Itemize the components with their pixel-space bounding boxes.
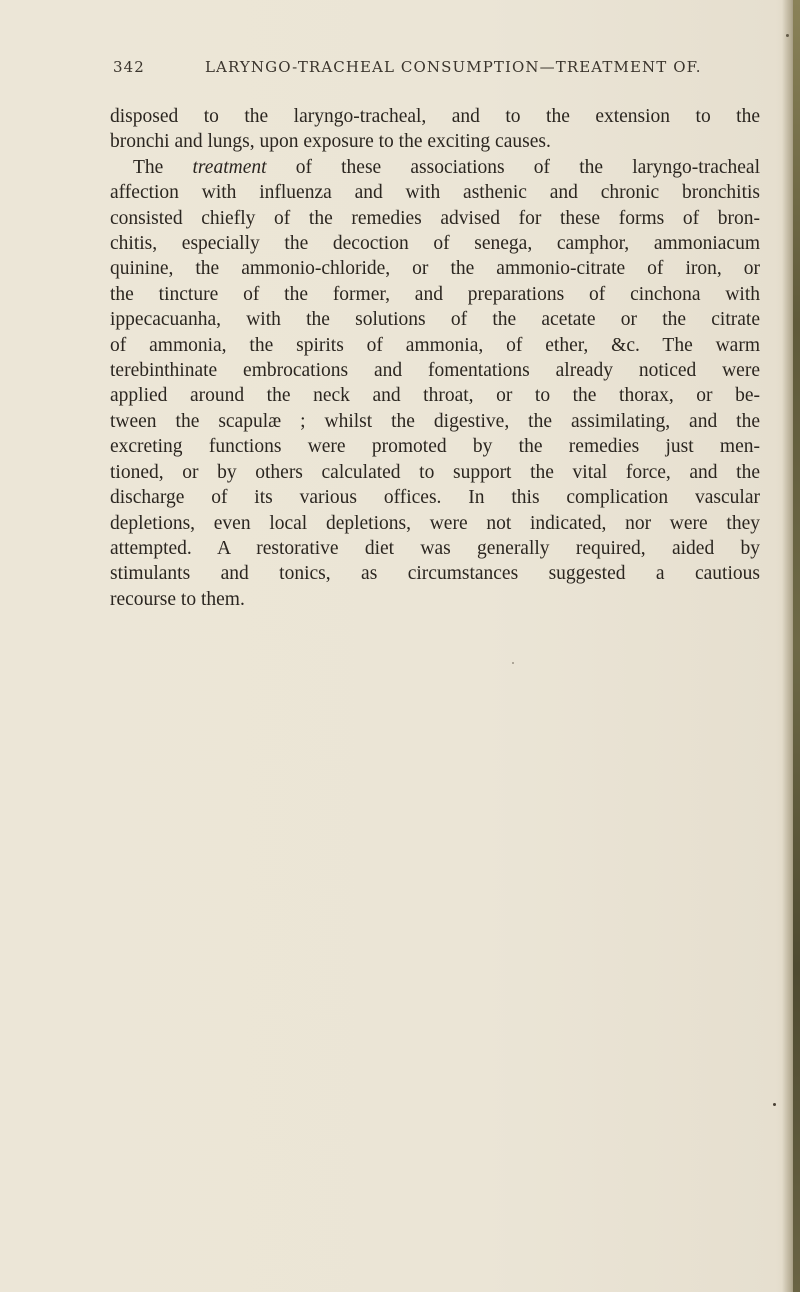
book-edge (793, 0, 800, 1292)
text-line: of ammonia, the spirits of ammonia, of ether, &c. The warm (110, 334, 760, 356)
text-line: affection with influenza and with asthenic and chronic bronchitis (110, 182, 760, 204)
paper-speck (773, 1103, 776, 1106)
text-line: recourse to them. (110, 588, 245, 610)
text-line: chitis, especially the decoction of senega, camphor, ammoniacum (110, 233, 760, 255)
text-line (110, 155, 760, 180)
running-title: LARYNGO-TRACHEAL CONSUMPTION—TREATMENT OF. (205, 58, 702, 76)
running-head (113, 58, 702, 76)
text-line: consisted chiefly of the remedies advised for these forms of bron- (110, 207, 760, 229)
text-line: stimulants and tonics, as circumstances suggested a cautious (110, 563, 760, 585)
text-line: ippecacuanha, with the solutions of the acetate or the citrate (110, 309, 760, 331)
body-paragraph (110, 104, 760, 612)
italic-emphasis: treatment (192, 156, 267, 178)
text-line: tioned, or by others calculated to support the vital force, and the (110, 461, 760, 483)
text-line: excreting functions were promoted by the remedies just men- (110, 436, 760, 458)
text-line: tween the scapulæ ; whilst the digestive, the assimilating, and the (110, 410, 760, 432)
text-line: bronchi and lungs, upon exposure to the exciting causes. (110, 131, 551, 153)
text-line: depletions, even local depletions, were not indicated, nor were they (110, 512, 760, 534)
text-run: The (133, 156, 193, 178)
text-line: disposed to the laryngo-tracheal, and to the extension to the (110, 106, 760, 127)
text-run: of these associations of the laryngo-tracheal (266, 156, 760, 178)
text-line: terebinthinate embrocations and fomentations already noticed were (110, 360, 760, 382)
text-line: attempted. A restorative diet was generally required, aided by (110, 537, 760, 559)
text-line: quinine, the ammonio-chloride, or the ammonio-citrate of iron, or (110, 258, 760, 280)
page-number: 342 (113, 58, 145, 76)
text-line: discharge of its various offices. In this complication vascular (110, 487, 760, 509)
paper-speck (512, 662, 514, 664)
text-line: applied around the neck and throat, or to the thorax, or be- (110, 385, 760, 407)
text-line: the tincture of the former, and preparations of cinchona with (110, 283, 760, 305)
